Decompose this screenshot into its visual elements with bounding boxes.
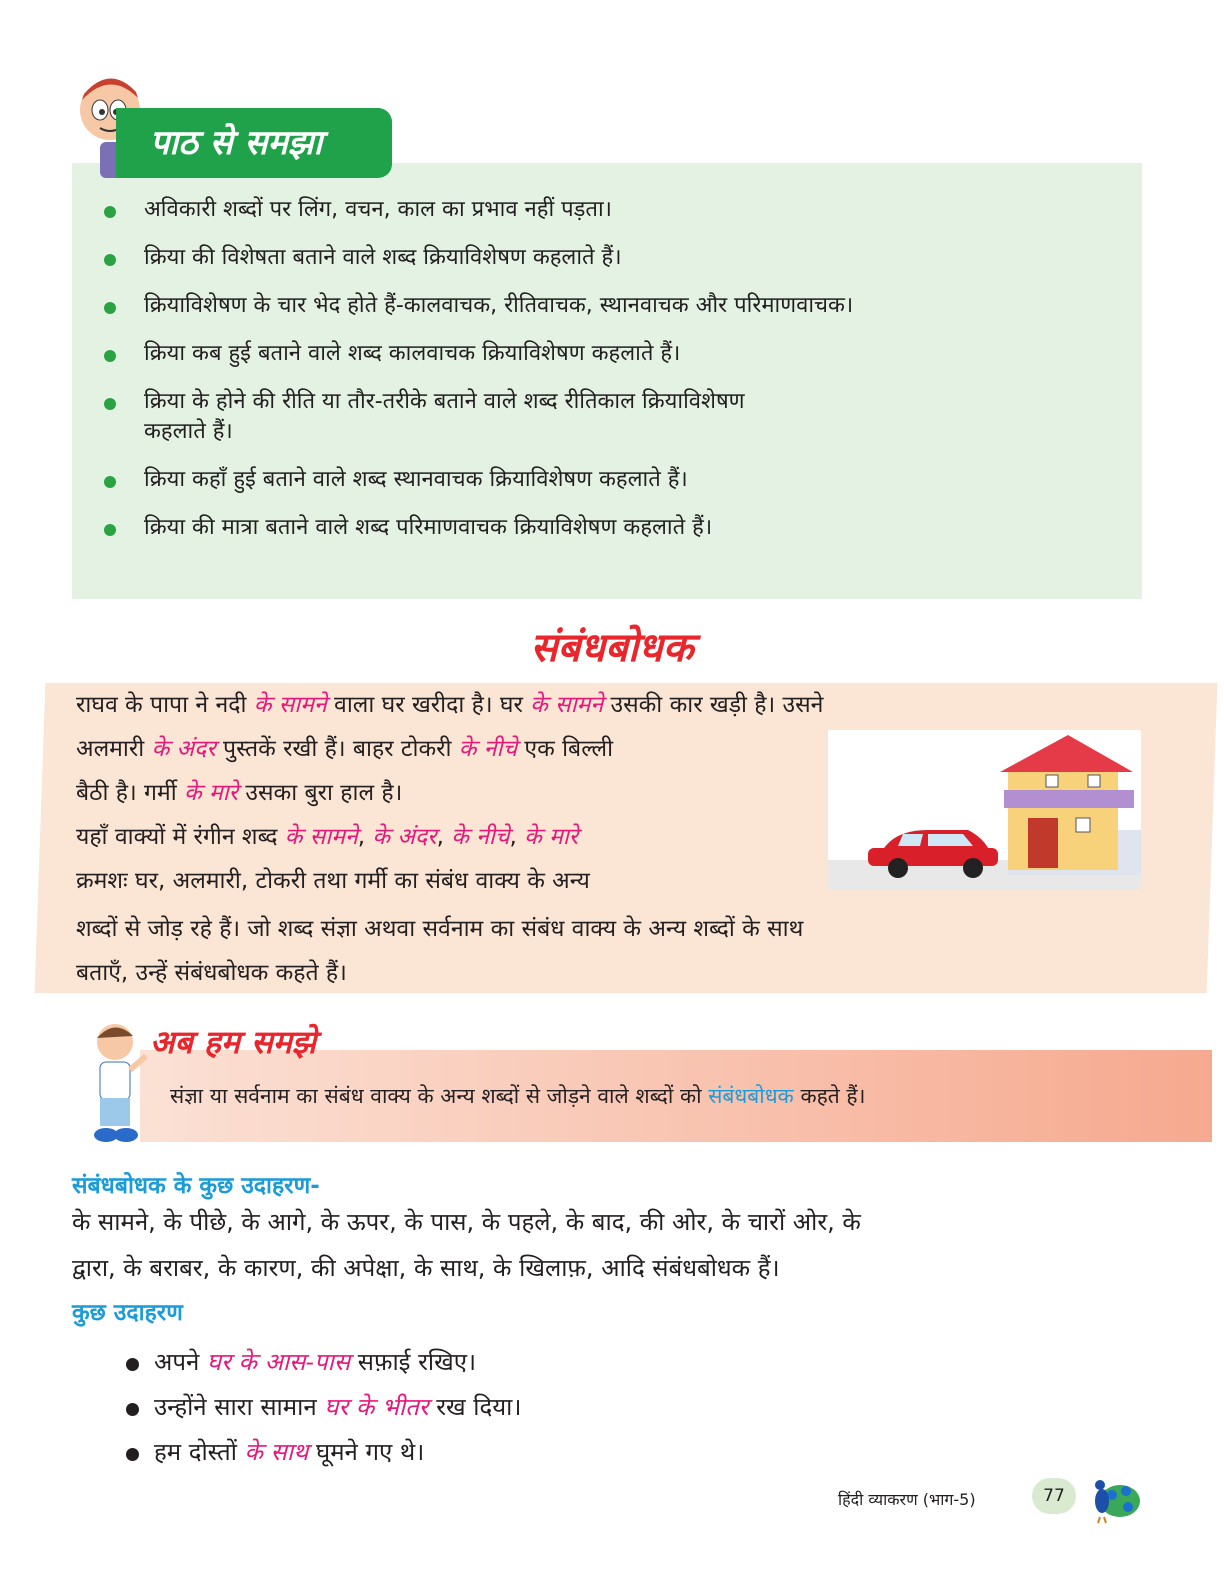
- paragraph-line: बैठी है। गर्मी के मारे उसका बुरा हाल है।: [76, 780, 403, 806]
- paragraph-line: राघव के पापा ने नदी के सामने वाला घर खरीदा है। घर के सामने उसकी कार खड़ी है। उसने: [76, 692, 824, 718]
- peacock-icon: [1082, 1465, 1142, 1525]
- some-examples-heading: कुछ उदाहरण: [72, 1300, 183, 1326]
- page-number: 77: [1032, 1478, 1076, 1514]
- summary-item: अविकारी शब्दों पर लिंग, वचन, काल का प्रभाव नहीं पड़ता।: [102, 195, 1132, 225]
- example-sentences: [126, 1340, 521, 1475]
- section-title: संबंधबोधक: [530, 625, 694, 671]
- summary-item: क्रिया कहाँ हुई बताने वाले शब्द स्थानवाचक क्रियाविशेषण कहलाते हैं।: [102, 465, 1132, 495]
- example-sentence: अपने घर के आस-पास सफ़ाई रखिए।: [126, 1340, 521, 1385]
- summary-list: [102, 195, 1132, 561]
- example-sentence: उन्होंने सारा सामान घर के भीतर रख दिया।: [126, 1385, 521, 1430]
- paragraph-line: बताएँ, उन्हें संबंधबोधक कहते हैं।: [76, 960, 347, 986]
- example-sentence: हम दोस्तों के साथ घूमने गए थे।: [126, 1430, 521, 1475]
- paragraph-line: क्रमशः घर, अलमारी, टोकरी तथा गर्मी का संबंध वाक्य के अन्य: [76, 868, 590, 894]
- summary-item: क्रिया कब हुई बताने वाले शब्द कालवाचक क्रियाविशेषण कहलाते हैं।: [102, 339, 1132, 369]
- summary-item: क्रिया की मात्रा बताने वाले शब्द परिमाणवाचक क्रियाविशेषण कहलाते हैं।: [102, 513, 1132, 543]
- summary-item: क्रियाविशेषण के चार भेद होते हैं-कालवाचक, रीतिवाचक, स्थानवाचक और परिमाणवाचक।: [102, 291, 1132, 321]
- paragraph-line: यहाँ वाक्यों में रंगीन शब्द के सामने, के अंदर, के नीचे, के मारे: [76, 824, 579, 850]
- summary-title-tab: पाठ से समझा: [116, 108, 392, 178]
- concept-title: अब हम समझे: [150, 1023, 317, 1061]
- examples-line: के सामने, के पीछे, के आगे, के ऊपर, के पास, के पहले, के बाद, की ओर, के चारों ओर, के: [72, 1208, 861, 1236]
- summary-item: क्रिया के होने की रीति या तौर-तरीके बताने वाले शब्द रीतिकाल क्रियाविशेषण कहलाते हैं।: [102, 387, 764, 447]
- summary-item: क्रिया की विशेषता बताने वाले शब्द क्रियाविशेषण कहलाते हैं।: [102, 243, 1132, 273]
- house-car-illustration: [828, 730, 1141, 890]
- concept-text: संज्ञा या सर्वनाम का संबंध वाक्य के अन्य शब्दों से जोड़ने वाले शब्दों को संबंधबोधक कहते हैं।: [170, 1084, 866, 1108]
- examples-heading: संबंधबोधक के कुछ उदाहरण-: [72, 1173, 320, 1199]
- book-title: हिंदी व्याकरण (भाग-5): [838, 1490, 976, 1509]
- paragraph-line: अलमारी के अंदर पुस्तकें रखी हैं। बाहर टोकरी के नीचे एक बिल्ली: [76, 736, 614, 762]
- paragraph-line: शब्दों से जोड़ रहे हैं। जो शब्द संज्ञा अथवा सर्वनाम का संबंध वाक्य के अन्य शब्दों के साथ: [76, 916, 804, 942]
- examples-line: द्वारा, के बराबर, के कारण, की अपेक्षा, के साथ, के खिलाफ़, आदि संबंधबोधक हैं।: [72, 1254, 780, 1282]
- boy-pointing-illustration: [80, 1020, 150, 1145]
